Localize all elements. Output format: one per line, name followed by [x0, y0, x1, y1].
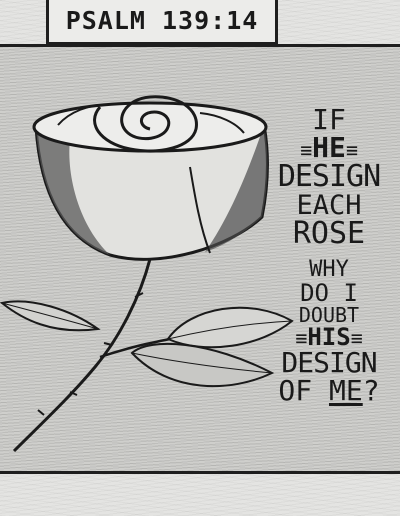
msg-line-his: ≡HIS≡ [295, 323, 363, 351]
emphasis-marks-icon: ≡ [300, 138, 313, 162]
emphasis-marks-icon: ≡ [345, 138, 358, 162]
rose-top [34, 103, 266, 151]
msg-line-if: IF [312, 103, 346, 136]
rose-stem [14, 259, 150, 451]
msg-line-rose: ROSE [292, 216, 366, 251]
emphasis-marks-icon: ≡ [350, 326, 363, 350]
verse-reference-box [46, 0, 278, 45]
msg-line-each: EACH [296, 190, 362, 221]
emphasis-marks-icon: ≡ [295, 326, 308, 350]
msg-line-why: WHY [309, 257, 349, 282]
verse-reference: PSALM 139:14 [65, 5, 259, 35]
msg-line-doubt: DOUBT [298, 303, 360, 327]
msg-line-do-i: DO I [300, 279, 358, 307]
message-text [264, 103, 394, 407]
msg-line-of-me: OF ME? [278, 374, 380, 407]
msg-line-design: DESIGN [277, 159, 381, 194]
msg-line-design-2: DESIGN [281, 346, 377, 379]
msg-line-he: ≡HE≡ [300, 131, 358, 164]
